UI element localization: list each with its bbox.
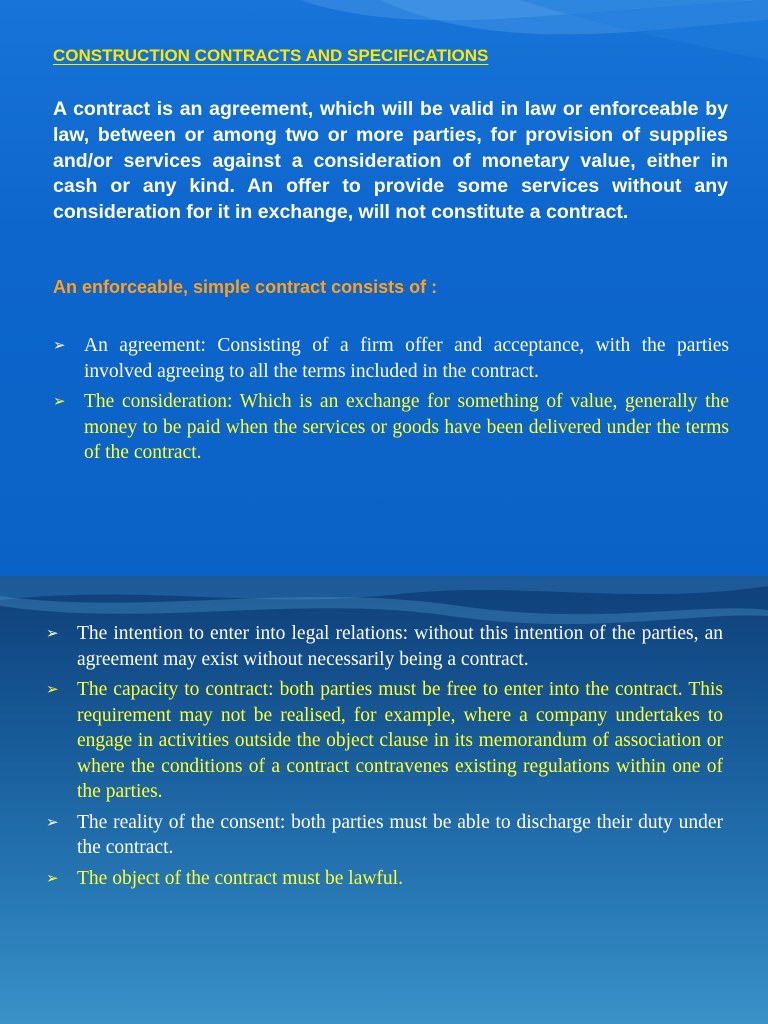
list-item [53, 333, 729, 384]
arrow-bullet-icon: ➢ [46, 812, 59, 831]
bullet-text: The object of the contract must be lawful. [77, 867, 403, 889]
bullet-list-2 [46, 621, 723, 896]
arrow-bullet-icon: ➢ [53, 392, 66, 410]
subheading: An enforceable, simple contract consists of : [53, 277, 438, 297]
bullet-text: The reality of the consent: both parties must be able to discharge their duty under the contract. [77, 811, 723, 858]
list-item [46, 621, 723, 672]
slide-title: CONSTRUCTION CONTRACTS AND SPECIFICATIONS [53, 46, 489, 65]
arrow-bullet-icon: ➢ [53, 336, 66, 354]
arrow-bullet-icon: ➢ [46, 868, 59, 887]
list-item [53, 389, 729, 466]
bullet-list-1 [53, 333, 729, 471]
slide-2 [0, 576, 768, 1024]
bullet-text: The consideration: Which is an exchange for something of value, generally the money to be paid when the services or goods have been delivered under the terms of the contract. [84, 391, 729, 463]
intro-paragraph: A contract is an agreement, which will be valid in law or enforceable by law, between or among two or more parties, for provision of supplies and/or services against a consideration of monetary value, either in cash or any kind. An offer to provide some services without any consideration for it in exchange, will not constitute a contract. [53, 98, 728, 224]
list-item [46, 866, 723, 892]
arrow-bullet-icon: ➢ [46, 624, 59, 642]
bullet-text: An agreement: Consisting of a firm offer and acceptance, with the parties involved agreeing to all the terms included in the contract. [84, 335, 729, 382]
list-item [46, 810, 723, 861]
arrow-bullet-icon: ➢ [46, 680, 59, 698]
bullet-text: The intention to enter into legal relations: without this intention of the parties, an agreement may exist without necessarily being a contract. [77, 623, 723, 670]
list-item [46, 677, 723, 805]
bullet-text: The capacity to contract: both parties must be free to enter into the contract. This requirement may not be realised, for example, where a company undertakes to engage in activities outside the object clause in its memorandum of association or where the conditions of a contract contravenes existing regulations within one of the parties. [77, 679, 723, 802]
